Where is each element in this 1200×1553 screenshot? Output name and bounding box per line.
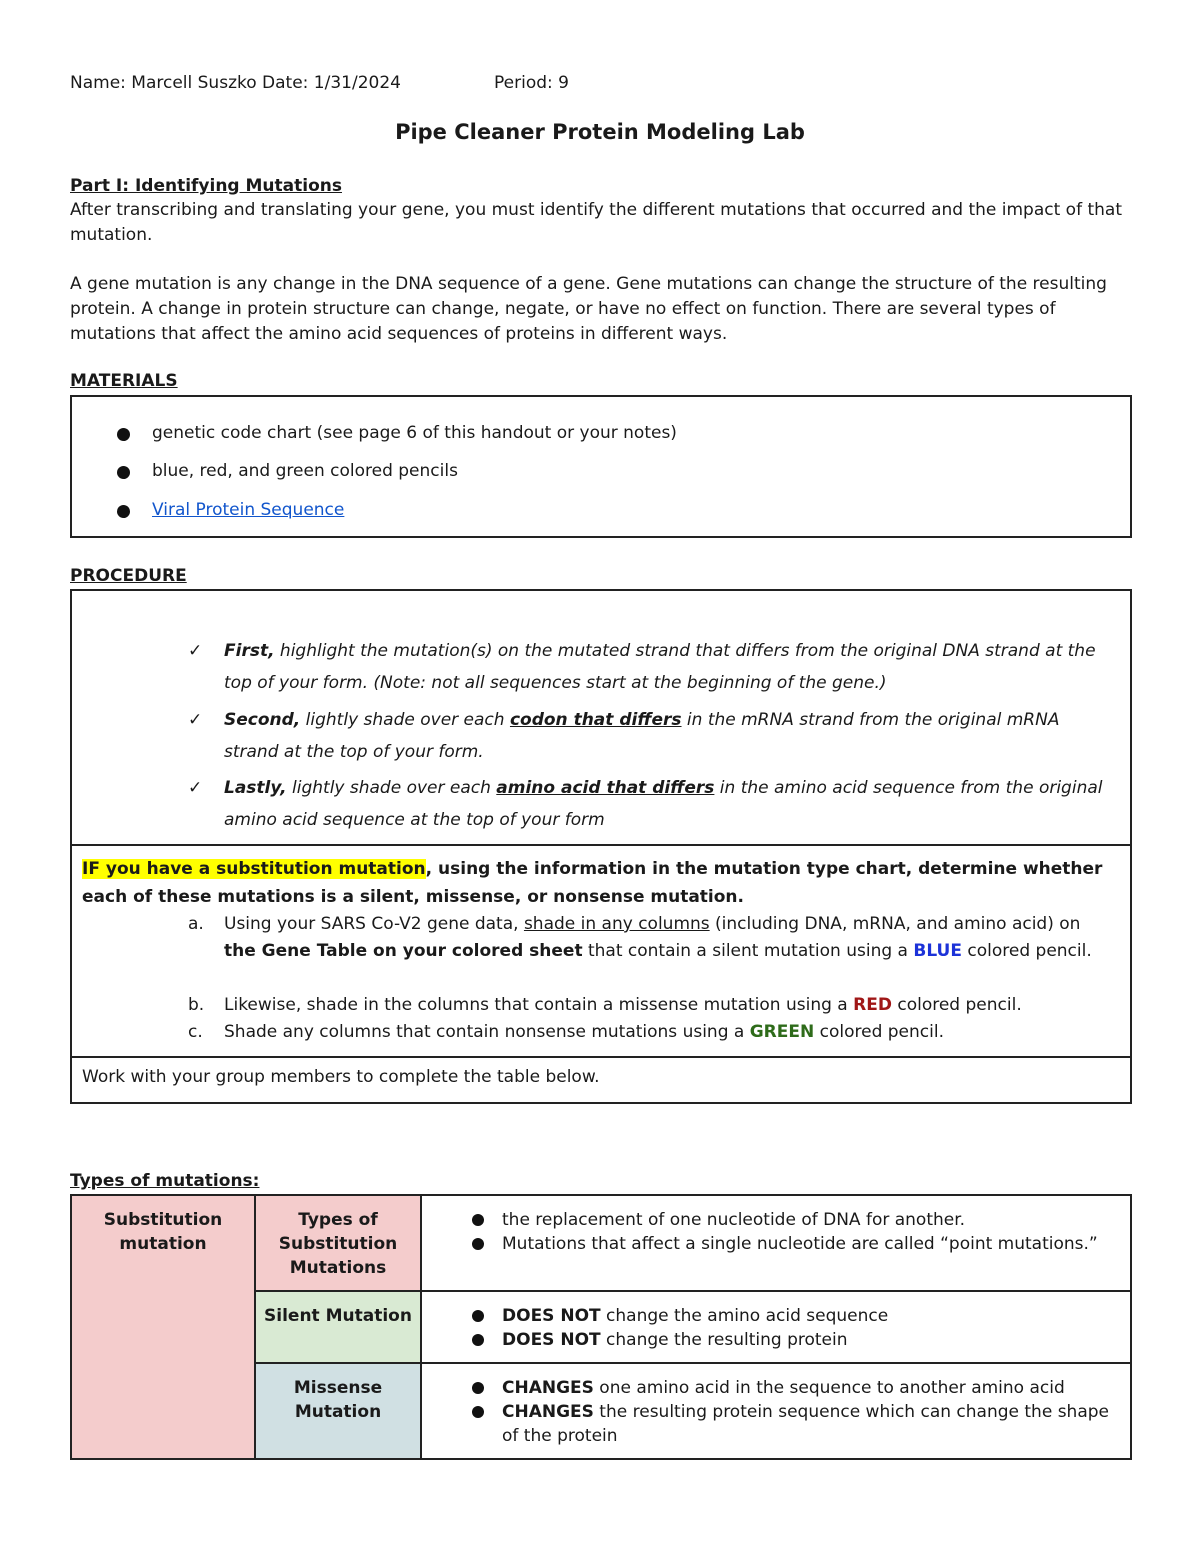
types-label: Types of mutations: — [70, 1171, 260, 1191]
substitution-mutation-cell: Substitution mutation — [71, 1195, 255, 1459]
types-of-substitution-cell: Types of Substitution Mutations — [255, 1195, 421, 1291]
check-icon: ✓ — [188, 778, 203, 798]
sub-text: (including DNA, mRNA, and amino acid) on — [709, 914, 1081, 934]
sub-text: colored pencil. — [961, 941, 1092, 961]
bullet-icon — [117, 466, 130, 479]
step-text: highlight the mutation(s) on the mutated strand that differs from the original DNA strand at the top of your form. (Note: not all sequences start at the beginning of the gene.) — [224, 641, 1096, 693]
list-item — [502, 1400, 1120, 1448]
procedure-steps — [72, 591, 1130, 846]
bullet-bold: CHANGES — [502, 1402, 594, 1422]
list-item — [502, 1376, 1120, 1400]
step-lead: Lastly, — [224, 778, 287, 798]
part1-description: A gene mutation is any change in the DNA sequence of a gene. Gene mutations can change the structure of the resulting protein. A change in protein structure can change, negate, or have no effect on function. There are several types of mutations that affect the amino acid sequences of proteins in different ways. — [70, 274, 1107, 344]
materials-box — [70, 395, 1132, 538]
bullet-text: Mutations that affect a single nucleotide are called “point mutations.” — [502, 1234, 1098, 1254]
bullet-bold: CHANGES — [502, 1378, 594, 1398]
mutation-types-table — [70, 1194, 1132, 1460]
instruction-text: , using the information in the mutation type chart, determine whether each of these mutations is a silent, missense, or nonsense mutation. — [82, 859, 1103, 907]
list-item — [502, 1304, 1120, 1328]
definition-cell — [421, 1363, 1131, 1459]
viral-protein-sequence-link[interactable]: Viral Protein Sequence — [152, 500, 345, 520]
materials-item — [152, 423, 677, 443]
part1-heading: Part I: Identifying Mutations — [70, 176, 342, 196]
sub-text: colored pencil. — [814, 1022, 944, 1042]
bullet-icon — [472, 1238, 484, 1250]
procedure-box — [70, 589, 1132, 1104]
bullet-icon — [117, 428, 130, 441]
step-lead: First, — [224, 641, 275, 661]
substitution-instructions — [72, 844, 1130, 1058]
bullet-text: the resulting protein sequence which can change the shape of the protein — [502, 1402, 1109, 1446]
materials-item-text: genetic code chart (see page 6 of this handout or your notes) — [152, 423, 677, 443]
procedure-step — [188, 704, 1104, 768]
bullet-bold: DOES NOT — [502, 1306, 601, 1326]
materials-label: MATERIALS — [70, 371, 178, 391]
definition-cell — [421, 1195, 1131, 1291]
blue-word: BLUE — [913, 941, 962, 961]
step-text: in the amino acid sequence from the original amino acid sequence at the top of your form — [224, 778, 1103, 830]
materials-item-text: blue, red, and green colored pencils — [152, 461, 458, 481]
step-emphasis: codon that differs — [509, 710, 682, 730]
procedure-label: PROCEDURE — [70, 566, 187, 586]
highlighted-text: IF you have a substitution mutation — [82, 859, 426, 879]
bullet-text: change the resulting protein — [600, 1330, 848, 1350]
definition-cell — [421, 1291, 1131, 1363]
bullet-icon — [472, 1406, 484, 1418]
sub-step-marker: c. — [188, 1022, 203, 1042]
instruction-heading — [82, 855, 1112, 911]
sub-underlined: shade in any columns — [523, 914, 710, 934]
silent-mutation-cell: Silent Mutation — [255, 1291, 421, 1363]
procedure-step — [188, 635, 1104, 699]
period: Period: 9 — [494, 73, 569, 93]
step-text: lightly shade over each — [300, 710, 510, 730]
procedure-step — [188, 772, 1104, 836]
red-word: RED — [853, 995, 892, 1015]
part1-intro: After transcribing and translating your gene, you must identify the different mutations that occurred and the impact of that mutation. — [70, 200, 1122, 245]
bullet-icon — [472, 1310, 484, 1322]
sub-text: colored pencil. — [891, 995, 1022, 1015]
list-item — [502, 1232, 1120, 1256]
bullet-bold: DOES NOT — [502, 1330, 601, 1350]
step-text: lightly shade over each — [286, 778, 497, 798]
group-work-note — [72, 1056, 1130, 1102]
table-row — [71, 1195, 1131, 1291]
green-word: GREEN — [749, 1022, 815, 1042]
check-icon: ✓ — [188, 710, 203, 730]
step-text: in the mRNA strand from the original mRNA strand at the top of your form. — [224, 710, 1060, 762]
materials-item — [152, 461, 458, 481]
sub-step-b — [188, 992, 1114, 1019]
bullet-icon — [117, 505, 130, 518]
sub-text: Shade any columns that contain nonsense mutations using a — [224, 1022, 750, 1042]
page-title: Pipe Cleaner Protein Modeling Lab — [395, 120, 805, 144]
missense-mutation-cell: Missense Mutation — [255, 1363, 421, 1459]
step-lead: Second, — [224, 710, 301, 730]
bullet-icon — [472, 1214, 484, 1226]
materials-item — [152, 500, 344, 520]
sub-text: that contain a silent mutation using a — [582, 941, 914, 961]
sub-bold: the Gene Table on your colored sheet — [224, 941, 583, 961]
sub-step-c — [188, 1019, 1114, 1046]
sub-text: Likewise, shade in the columns that contain a missense mutation using a — [224, 995, 854, 1015]
sub-text: Using your SARS Co-V2 gene data, — [224, 914, 524, 934]
bullet-text: one amino acid in the sequence to another amino acid — [593, 1378, 1065, 1398]
name-date: Name: Marcell Suszko Date: 1/31/2024 — [70, 73, 401, 93]
list-item — [502, 1208, 1120, 1232]
sub-step-marker: a. — [188, 914, 204, 934]
check-icon: ✓ — [188, 641, 203, 661]
list-item — [502, 1328, 1120, 1352]
bullet-text: the replacement of one nucleotide of DNA for another. — [502, 1210, 966, 1230]
sub-step-a — [188, 911, 1114, 965]
bullet-icon — [472, 1334, 484, 1346]
step-emphasis: amino acid that differs — [496, 778, 715, 798]
group-work-text: Work with your group members to complete the table below. — [82, 1067, 600, 1087]
sub-step-marker: b. — [188, 995, 205, 1015]
bullet-text: change the amino acid sequence — [600, 1306, 889, 1326]
bullet-icon — [472, 1382, 484, 1394]
